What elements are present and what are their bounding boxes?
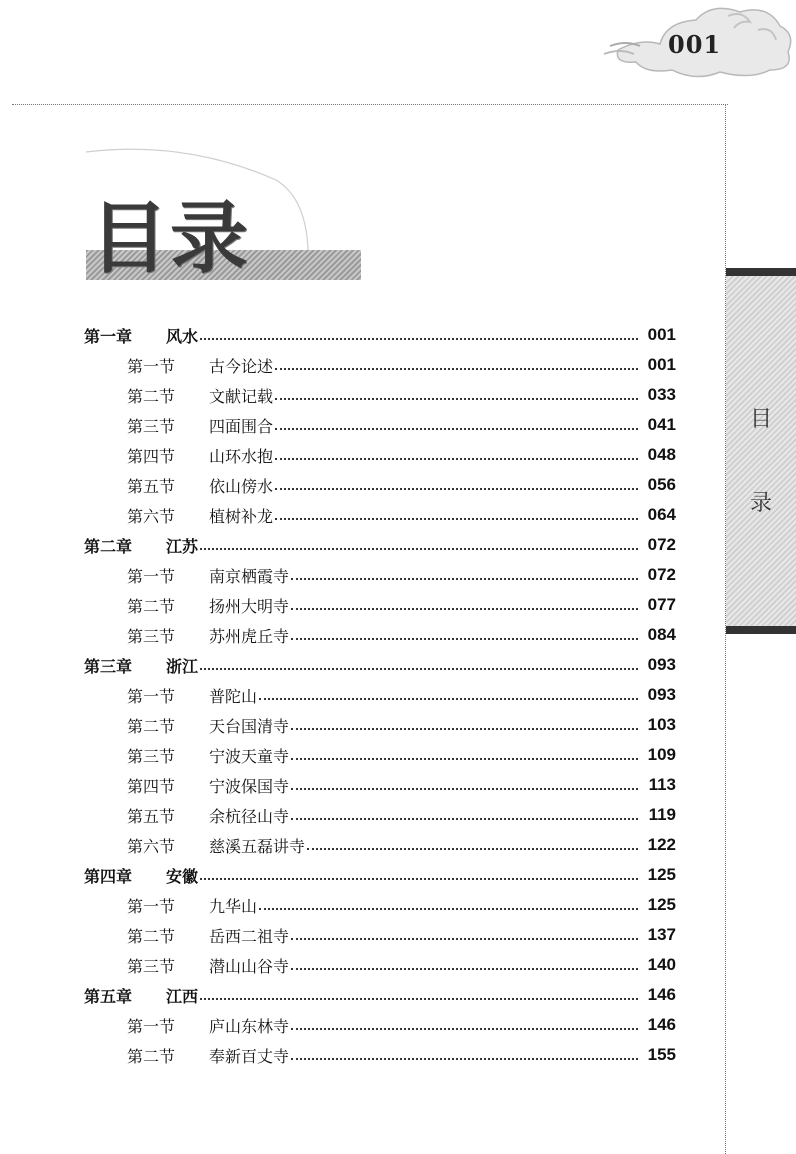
dot-leader <box>291 608 638 610</box>
toc-entry-label <box>127 354 273 377</box>
toc-entry-name: 苏州虎丘寺 <box>209 626 290 646</box>
dot-leader <box>200 548 638 550</box>
toc-entry-label <box>127 774 289 797</box>
toc-entry-label <box>84 654 198 677</box>
toc-page-number: 064 <box>647 505 676 524</box>
toc-entry-number: 第六节 <box>127 506 176 526</box>
toc-entry-number: 第三节 <box>127 416 176 436</box>
toc-entry-label <box>127 444 273 467</box>
toc-entry-name: 依山傍水 <box>209 476 274 496</box>
toc-entry-label <box>127 474 273 497</box>
toc-entry-name: 植树补龙 <box>209 506 274 526</box>
toc-entry-label <box>84 534 198 557</box>
toc-entry-name: 文献记载 <box>209 386 274 406</box>
toc-chapter-row[interactable] <box>84 650 676 680</box>
toc-entry-label <box>127 684 257 707</box>
dot-leader <box>291 938 638 940</box>
toc-page-number: 140 <box>647 955 676 974</box>
dot-leader <box>291 968 638 970</box>
toc-entry-number: 第一节 <box>127 1016 176 1036</box>
toc-section-row[interactable] <box>84 440 676 470</box>
toc-entry-number: 第一章 <box>84 326 133 346</box>
dot-leader <box>275 488 638 490</box>
dot-leader <box>200 668 638 670</box>
dot-leader <box>291 818 638 820</box>
toc-chapter-row[interactable] <box>84 860 676 890</box>
toc-entry-number: 第二节 <box>127 386 176 406</box>
toc-entry-name: 江苏 <box>166 536 199 556</box>
toc-chapter-row[interactable] <box>84 980 676 1010</box>
toc-entry-label <box>127 744 289 767</box>
side-tab-char: 录 <box>749 491 772 516</box>
toc-section-row[interactable] <box>84 920 676 950</box>
toc-entry-name: 庐山东林寺 <box>209 1016 290 1036</box>
toc-section-row[interactable] <box>84 1040 676 1070</box>
toc-entry-label <box>127 714 289 737</box>
toc-entry-number: 第四节 <box>127 776 176 796</box>
toc-entry-name: 岳西二祖寺 <box>209 926 290 946</box>
toc-page-number: 109 <box>647 745 676 764</box>
toc-entry-name: 余杭径山寺 <box>209 806 290 826</box>
dot-leader <box>275 368 638 370</box>
toc-section-row[interactable] <box>84 740 676 770</box>
toc-entry-name: 南京栖霞寺 <box>209 566 290 586</box>
toc-entry-label <box>127 1044 289 1067</box>
toc-entry-label <box>127 894 257 917</box>
toc-page-number: 125 <box>647 865 676 884</box>
toc-entry-name: 慈溪五磊讲寺 <box>209 836 306 856</box>
dot-leader <box>275 518 638 520</box>
toc-entry-label <box>127 504 273 527</box>
toc-chapter-row[interactable] <box>84 530 676 560</box>
dot-leader <box>275 428 638 430</box>
dot-leader <box>291 1028 638 1030</box>
toc-entry-name: 古今论述 <box>209 356 274 376</box>
toc-page-number: 093 <box>647 655 676 674</box>
toc-entry-label <box>127 624 289 647</box>
toc-entry-number: 第三节 <box>127 746 176 766</box>
toc-entry-number: 第三章 <box>84 656 133 676</box>
toc-entry-number: 第三节 <box>127 626 176 646</box>
toc-entry-number: 第一节 <box>127 356 176 376</box>
toc-page-number: 077 <box>647 595 676 614</box>
toc-page-number: 093 <box>647 685 676 704</box>
toc-section-row[interactable] <box>84 500 676 530</box>
toc-page-number: 122 <box>647 835 676 854</box>
toc-entry-number: 第四节 <box>127 446 176 466</box>
toc-entry-number: 第二节 <box>127 596 176 616</box>
dot-leader <box>200 998 638 1000</box>
dot-leader <box>291 758 638 760</box>
toc-entry-label <box>84 864 198 887</box>
toc-page-number: 001 <box>647 325 676 344</box>
toc-entry-number: 第一节 <box>127 686 176 706</box>
toc-section-row[interactable] <box>84 890 676 920</box>
toc-entry-number: 第三节 <box>127 956 176 976</box>
toc-page-number: 041 <box>647 415 676 434</box>
toc-entry-name: 浙江 <box>166 656 199 676</box>
toc-entry-number: 第五节 <box>127 476 176 496</box>
toc-entry-number: 第二节 <box>127 926 176 946</box>
toc-entry-label <box>127 564 289 587</box>
toc-chapter-row[interactable] <box>84 320 676 350</box>
toc-page-number: 146 <box>647 1015 676 1034</box>
toc-entry-label <box>127 924 289 947</box>
toc-section-row[interactable] <box>84 560 676 590</box>
toc-entry-number: 第五章 <box>84 986 133 1006</box>
toc-entry-label <box>127 954 289 977</box>
toc-section-row[interactable] <box>84 620 676 650</box>
toc-title: 目录 <box>90 194 251 284</box>
dot-leader <box>275 398 638 400</box>
toc-entry-label <box>127 384 273 407</box>
toc-page-number: 119 <box>648 805 676 824</box>
toc-page-number: 155 <box>647 1045 676 1064</box>
toc-entry-name: 普陀山 <box>209 686 258 706</box>
toc-entry-number: 第二节 <box>127 1046 176 1066</box>
toc-page-number: 001 <box>647 355 676 374</box>
toc-page-number: 084 <box>647 625 676 644</box>
dot-leader <box>291 788 638 790</box>
toc-entry-name: 风水 <box>166 326 199 346</box>
toc-entry-name: 潜山山谷寺 <box>209 956 290 976</box>
toc-entry-label <box>127 594 289 617</box>
table-of-contents <box>84 320 676 1070</box>
toc-entry-label <box>127 834 305 857</box>
toc-entry-name: 江西 <box>166 986 199 1006</box>
dot-leader <box>200 878 638 880</box>
toc-section-row[interactable] <box>84 680 676 710</box>
toc-entry-label <box>127 804 289 827</box>
toc-page-number: 137 <box>647 925 676 944</box>
toc-entry-number: 第六节 <box>127 836 176 856</box>
toc-entry-number: 第五节 <box>127 806 176 826</box>
dot-leader <box>259 698 638 700</box>
toc-page-number: 072 <box>647 565 676 584</box>
toc-entry-name: 安徽 <box>166 866 199 886</box>
toc-entry-name: 宁波保国寺 <box>209 776 290 796</box>
toc-entry-label <box>127 1014 289 1037</box>
side-tab-char: 目 <box>749 407 772 432</box>
toc-page-number: 113 <box>648 775 676 794</box>
toc-page-number: 072 <box>647 535 676 554</box>
toc-section-row[interactable] <box>84 800 676 830</box>
dot-leader <box>307 848 638 850</box>
toc-entry-number: 第二节 <box>127 716 176 736</box>
toc-entry-number: 第二章 <box>84 536 133 556</box>
toc-entry-name: 山环水抱 <box>209 446 274 466</box>
toc-section-row[interactable] <box>84 380 676 410</box>
toc-page-number: 048 <box>647 445 676 464</box>
toc-entry-name: 奉新百丈寺 <box>209 1046 290 1066</box>
toc-page-number: 033 <box>647 385 676 404</box>
toc-entry-number: 第一节 <box>127 566 176 586</box>
toc-section-row[interactable] <box>84 470 676 500</box>
top-divider <box>12 104 728 105</box>
toc-section-row[interactable] <box>84 950 676 980</box>
toc-page-number: 103 <box>647 715 676 734</box>
toc-page-number: 146 <box>647 985 676 1004</box>
toc-entry-number: 第一节 <box>127 896 176 916</box>
side-tab <box>726 268 796 634</box>
toc-section-row[interactable] <box>84 350 676 380</box>
toc-entry-name: 九华山 <box>209 896 258 916</box>
toc-page-number: 125 <box>647 895 676 914</box>
dot-leader <box>291 638 638 640</box>
toc-page-number: 056 <box>647 475 676 494</box>
toc-entry-number: 第四章 <box>84 866 133 886</box>
toc-entry-name: 扬州大明寺 <box>209 596 290 616</box>
toc-section-row[interactable] <box>84 590 676 620</box>
dot-leader <box>259 908 638 910</box>
dot-leader <box>291 1058 638 1060</box>
toc-entry-name: 天台国清寺 <box>209 716 290 736</box>
dot-leader <box>291 578 638 580</box>
toc-section-row[interactable] <box>84 1010 676 1040</box>
toc-section-row[interactable] <box>84 710 676 740</box>
toc-section-row[interactable] <box>84 830 676 860</box>
toc-entry-label <box>84 984 198 1007</box>
toc-section-row[interactable] <box>84 770 676 800</box>
dot-leader <box>200 338 638 340</box>
page-number: 001 <box>668 30 722 59</box>
toc-section-row[interactable] <box>84 410 676 440</box>
toc-entry-name: 四面围合 <box>209 416 274 436</box>
dot-leader <box>275 458 638 460</box>
toc-entry-label <box>84 324 198 347</box>
toc-entry-name: 宁波天童寺 <box>209 746 290 766</box>
dot-leader <box>291 728 638 730</box>
toc-entry-label <box>127 414 273 437</box>
